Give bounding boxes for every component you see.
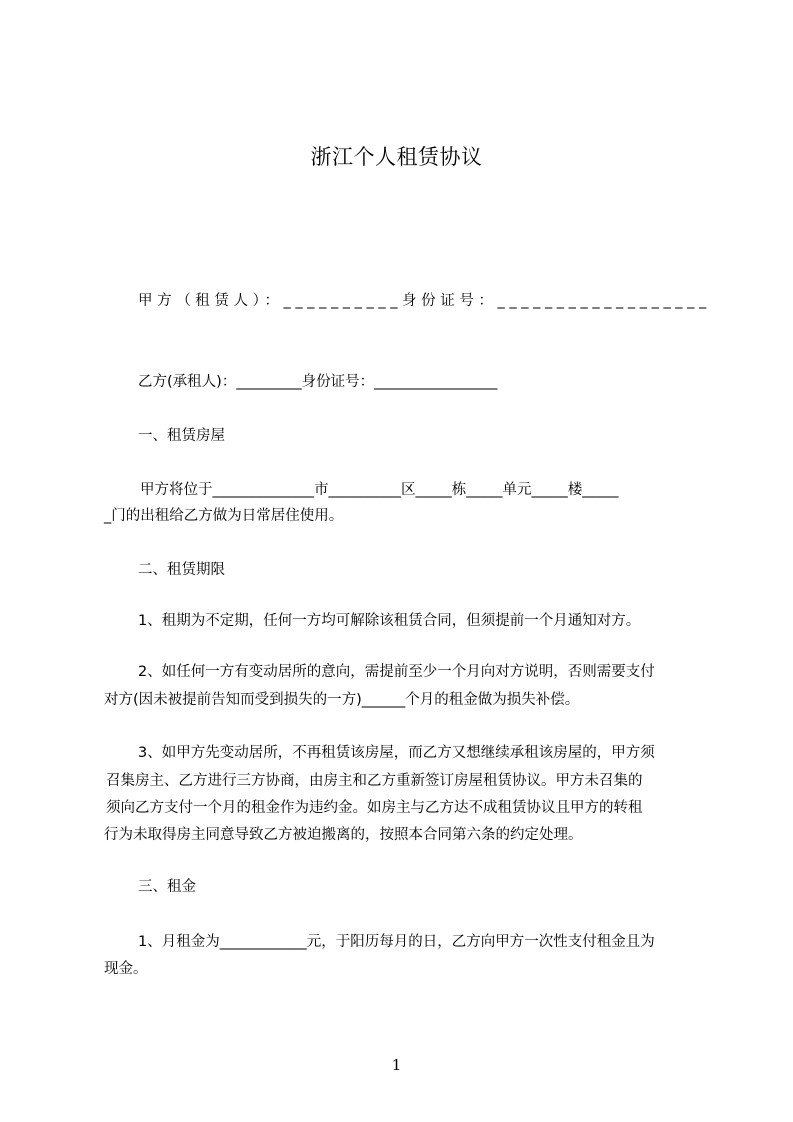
page-number: 1 (391, 1056, 402, 1074)
section-heading-lease-property: 一、租赁房屋 (138, 428, 225, 444)
party-a-line: 甲方（租赁人）：__________身份证号：__________________ (138, 293, 711, 309)
clause-line: 1、月租金为____________元，于阳历每月的日，乙方向甲方一次性支付租金且为 (138, 934, 655, 950)
clause-line: 须向乙方支付一个月的租金作为违约金。如房主与乙方达不成租赁协议且甲方的转租 (106, 800, 643, 816)
clause-line: 行为未取得房主同意导致乙方被迫搬离的，按照本合同第六条的约定处理。 (104, 827, 583, 843)
document-title: 浙江个人租赁协议 (310, 145, 483, 169)
clause-line: 2、如任何一方有变动居所的意向，需提前至少一个月向对方说明，否则需要支付 (138, 664, 655, 680)
section-heading-lease-term: 二、租赁期限 (138, 562, 225, 578)
clause-line: 召集房主、乙方进行三方协商，由房主和乙方重新签订房屋租赁协议。甲方未召集的 (106, 773, 643, 789)
clause-line: _门的出租给乙方做为日常居住使用。 (104, 508, 344, 524)
clause-line: 甲方将位于______________市__________区_____栋_____单元_____楼_____ (140, 482, 619, 498)
section-heading-rent: 三、租金 (138, 879, 196, 895)
clause-line: 现金。 (104, 961, 148, 977)
clause-line: 对方(因未被提前告知而受到损失的一方)______个月的租金做为损失补偿。 (104, 692, 580, 708)
clause-line: 1、租期为不定期，任何一方均可解除该租赁合同，但须提前一个月通知对方。 (138, 613, 641, 629)
clause-line: 3、如甲方先变动居所，不再租赁该房屋，而乙方又想继续承租该房屋的，甲方须 (138, 745, 655, 761)
party-b-line: 乙方(承租人)：_________身份证号：_________________ (138, 374, 498, 390)
